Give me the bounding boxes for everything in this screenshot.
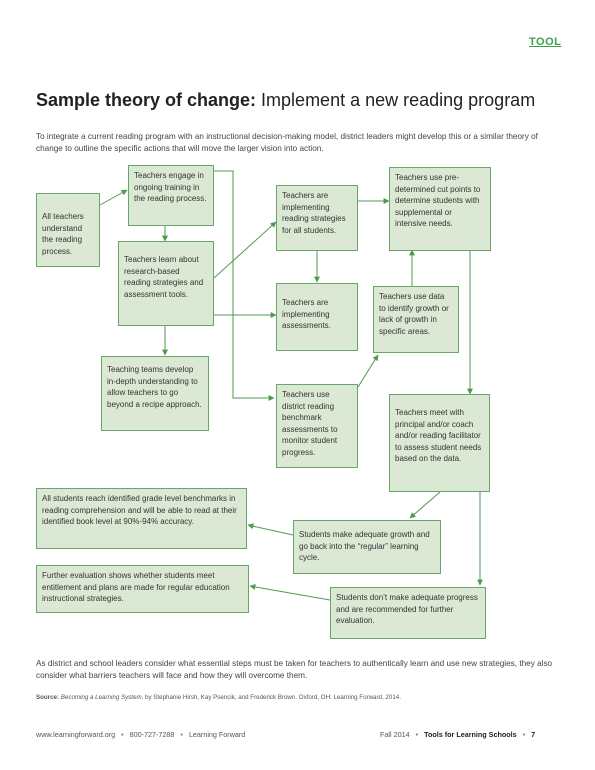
box-all-students-reach: All students reach identified grade level benchmarks in reading comprehension and will be able to read at their identified book level at 90%-94% accuracy. (36, 488, 247, 549)
intro-paragraph: To integrate a current reading program with an instructional decision-making model, district leaders might develop this or a similar theory of change to outline the specific actions that will move the larger vision into action. (36, 132, 538, 153)
arrow-b10-b12 (410, 492, 440, 518)
footer-publication: Tools for Learning Schools (424, 730, 517, 739)
box-benchmark-assessments: Teachers use district reading benchmark assessments to monitor student progress. (276, 384, 358, 468)
arrow-b12-b11 (248, 525, 293, 535)
box-teaching-teams: Teaching teams develop in-depth understanding to allow teachers to go beyond a recipe approach. (101, 356, 209, 431)
footer-separator: • (121, 730, 124, 739)
footer-left (36, 730, 245, 739)
box-adequate-growth: Students make adequate growth and go back into the “regular” learning cycle. (293, 520, 441, 574)
footer-website[interactable]: www.learningforward.org (36, 730, 116, 739)
source-label: Source: (36, 694, 60, 701)
arrow-b2-b7 (213, 171, 274, 398)
footer-separator: • (522, 730, 526, 739)
title-rest: Implement a new reading program (256, 90, 536, 110)
box-cut-points: Teachers use pre-determined cut points to determine students with supplemental or intensive needs. (389, 167, 491, 251)
footer-phone: 800-727-7288 (129, 730, 175, 739)
box-all-teachers-understand: All teachers understand the reading process. (36, 193, 100, 267)
box-meet-principal: Teachers meet with principal and/or coach and/or reading facilitator to assess student needs based on the data. (389, 394, 490, 492)
arrow-b3-b5 (214, 222, 276, 278)
arrow-b7-b9 (358, 355, 378, 387)
closing-paragraph: As district and school leaders consider what essential steps must be taken for teachers to authentically learn and use new strategies, they also consider what barriers teachers will face and how they will overcome them. (36, 659, 553, 680)
footer-separator: • (415, 730, 419, 739)
tool-label: TOOL (529, 36, 562, 48)
footer-page-number: 7 (531, 730, 536, 739)
footer-right (380, 730, 535, 739)
arrow-b14-b13 (250, 586, 330, 600)
arrow-b1-b2 (100, 190, 127, 205)
source-book: Becoming a Learning System, (60, 694, 144, 701)
box-not-adequate-progress: Students don’t make adequate progress and are recommended for further evaluation. (330, 587, 486, 639)
footer-org: Learning Forward (188, 730, 246, 739)
source-citation (36, 694, 401, 701)
source-rest: by Stephanie Hirsh, Kay Psencik, and Frederick Brown. Oxford, OH: Learning Forward, 2014. (143, 694, 401, 701)
box-learn-strategies: Teachers learn about research-based reading strategies and assessment tools. (118, 241, 214, 326)
box-further-evaluation-shows: Further evaluation shows whether students meet entitlement and plans are made for regular education instructional strategies. (36, 565, 249, 613)
title-bold: Sample theory of change: (36, 90, 257, 110)
footer-separator: • (180, 730, 183, 739)
box-ongoing-training: Teachers engage in ongoing training in the reading process. (128, 165, 214, 226)
footer-issue: Fall 2014 (380, 730, 410, 739)
box-implementing-assessments: Teachers are implementing assessments. (276, 283, 358, 351)
box-implementing-strategies: Teachers are implementing reading strategies for all students. (276, 185, 358, 251)
box-identify-growth: Teachers use data to identify growth or lack of growth in specific areas. (373, 286, 459, 353)
